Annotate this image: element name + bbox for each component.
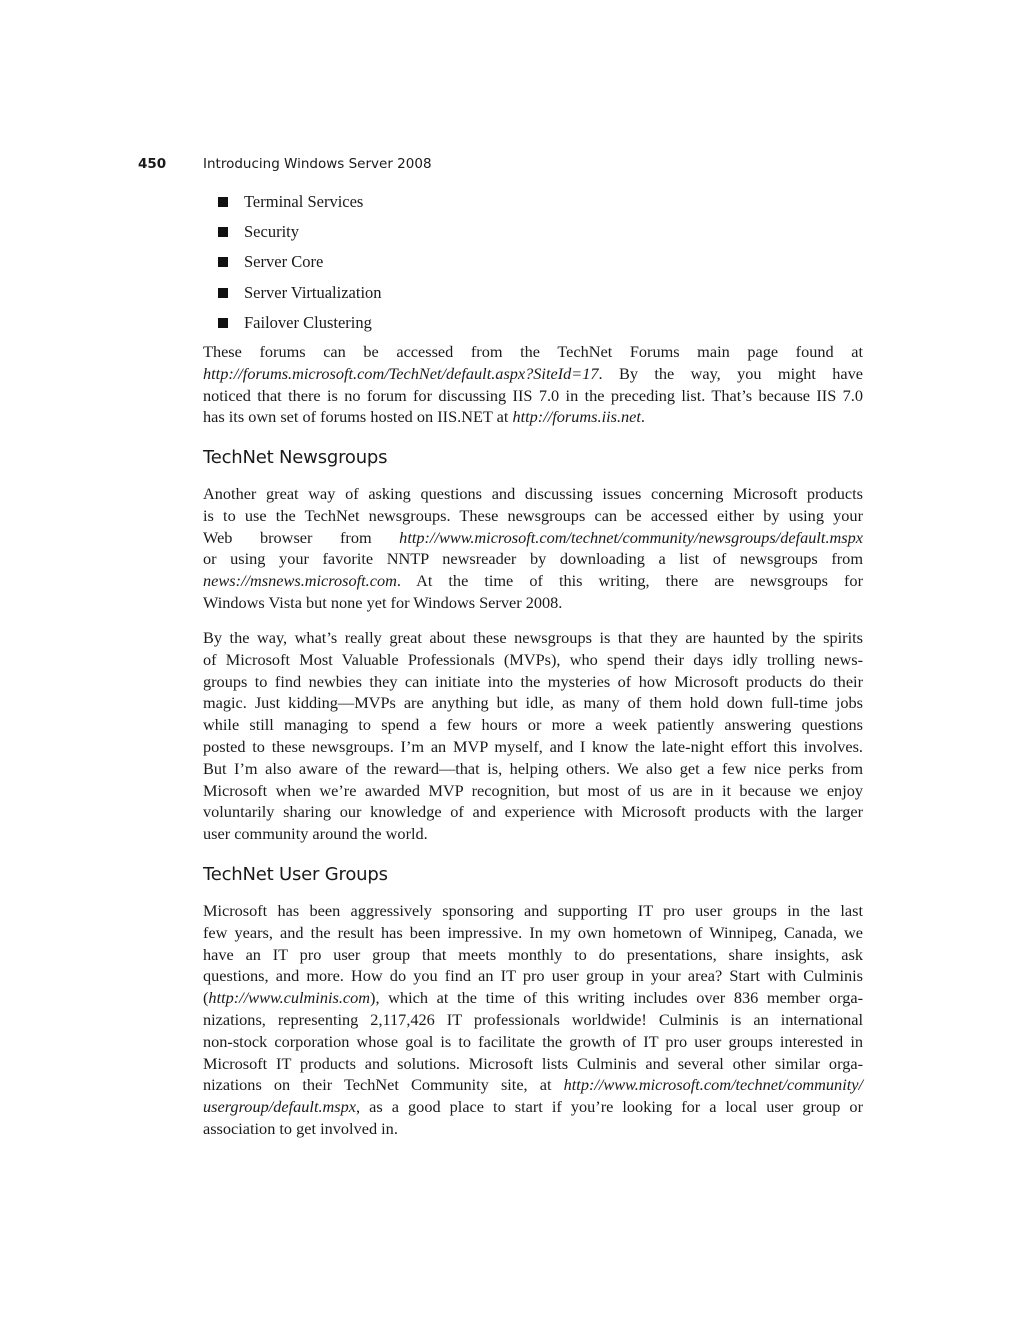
text-line xyxy=(203,801,863,823)
body-text: Microsoft has been aggressively sponsoring and supporting IT pro user groups in the last xyxy=(203,901,863,920)
body-text: These forums can be accessed from the TechNet Forums main page found at xyxy=(203,342,863,361)
body-text: But I’m also aware of the reward—that is, helping others. We also get a few nice perks from xyxy=(203,758,863,778)
text-line xyxy=(203,627,863,649)
text-line xyxy=(203,548,863,570)
body-text: Another great way of asking questions and discussing issues concerning Microsoft products xyxy=(203,484,863,503)
text-line xyxy=(203,758,863,780)
section-heading-newsgroups: TechNet Newsgroups xyxy=(203,447,388,468)
page-number: 450 xyxy=(138,156,167,172)
text-line xyxy=(203,385,863,407)
body-text: groups to find newbies they can initiate into the mysteries of how Microsoft products do their xyxy=(203,671,863,691)
body-text: has its own set of forums hosted on IIS.NET at xyxy=(203,407,513,427)
body-text: noticed that there is no forum for discussing IIS 7.0 in the preceding list. That’s because IIS 7.0 xyxy=(203,385,863,405)
text-line xyxy=(203,823,863,845)
list-item-text: Server Core xyxy=(244,252,324,272)
forums-paragraph xyxy=(203,341,863,428)
text-line xyxy=(203,780,863,802)
text-line xyxy=(203,406,863,428)
body-text: nizations on their TechNet Community site, at xyxy=(203,1075,564,1095)
text-line xyxy=(203,736,863,758)
text-line xyxy=(203,363,863,385)
text-line xyxy=(203,527,863,549)
body-text: user community around the world. xyxy=(203,824,428,844)
body-text: Microsoft IT products and solutions. Microsoft lists Culminis and several other similar orga- xyxy=(203,1053,863,1073)
url-text: http://forums.iis.net xyxy=(512,407,641,427)
body-text: association to get involved in. xyxy=(203,1118,398,1138)
body-text: Web browser from xyxy=(203,527,400,547)
url-text: usergroup/default.mspx xyxy=(203,1097,357,1117)
body-text: ( xyxy=(203,988,209,1008)
text-line xyxy=(203,1053,863,1075)
square-bullet-icon xyxy=(218,197,228,207)
text-line xyxy=(203,1031,863,1053)
square-bullet-icon xyxy=(218,227,228,237)
body-text: nizations, representing 2,117,426 IT professionals worldwide! Culminis is an international xyxy=(203,1009,863,1029)
text-line xyxy=(203,1074,863,1096)
body-text: By the way, what’s really great about these newsgroups is that they are haunted by the spirits xyxy=(203,628,863,647)
url-text: news://msnews.microsoft.com xyxy=(203,571,397,591)
square-bullet-icon xyxy=(218,257,228,267)
text-line xyxy=(203,714,863,736)
text-line xyxy=(203,1118,863,1140)
body-text: is to use the TechNet newsgroups. These newsgroups can be accessed either by using your xyxy=(203,505,863,525)
newsgroups-intro-paragraph xyxy=(203,483,863,614)
section-heading-user-groups: TechNet User Groups xyxy=(203,864,388,885)
body-text: magic. Just kidding—MVPs are anything but idle, as many of them hold down full-time jobs xyxy=(203,693,863,713)
text-line xyxy=(203,692,863,714)
body-text: of Microsoft Most Valuable Professionals (MVPs), who spend their days idly trolling news- xyxy=(203,649,863,669)
text-line xyxy=(203,483,863,505)
text-line xyxy=(203,944,863,966)
body-text: few years, and the result has been impressive. In my own hometown of Winnipeg, Canada, we xyxy=(203,922,863,942)
list-item-text: Terminal Services xyxy=(244,192,364,211)
body-text: , as a good place to start if you’re looking for a local user group or xyxy=(356,1097,863,1117)
text-line xyxy=(203,570,863,592)
text-line xyxy=(203,987,863,1009)
body-text: posted to these newsgroups. I’m an MVP myself, and I know the late-night effort this involves. xyxy=(203,736,863,756)
body-text: have an IT pro user group that meets monthly to do presentations, share insights, ask xyxy=(203,944,863,964)
text-line xyxy=(203,505,863,527)
url-text: http://www.culminis.com xyxy=(208,988,371,1008)
url-text: http://www.microsoft.com/technet/community/newsgroups/default.mspx xyxy=(399,527,863,547)
body-text: . At the time of this writing, there are newsgroups for xyxy=(396,571,863,591)
text-line xyxy=(203,965,863,987)
body-text: or using your favorite NNTP newsreader by downloading a list of newsgroups from xyxy=(203,549,863,569)
list-item-text: Security xyxy=(244,222,299,242)
square-bullet-icon xyxy=(218,318,228,328)
text-line xyxy=(203,592,863,614)
body-text: Windows Vista but none yet for Windows Server 2008. xyxy=(203,592,563,612)
text-line xyxy=(203,341,863,363)
text-line xyxy=(203,900,863,922)
body-text: . xyxy=(640,407,645,427)
body-text: non-stock corporation whose goal is to facilitate the growth of IT pro user groups interested in xyxy=(203,1031,863,1051)
user-groups-paragraph xyxy=(203,900,863,1140)
list-item-text: Failover Clustering xyxy=(244,312,372,332)
body-text: while still managing to spend a few hours or more a week patiently answering questions xyxy=(203,715,863,735)
body-text: ), which at the time of this writing includes over 836 member orga- xyxy=(370,988,863,1008)
url-text: http://forums.microsoft.com/TechNet/default.aspx?SiteId=17 xyxy=(203,363,599,383)
body-text: voluntarily sharing our knowledge of and experience with Microsoft products with the larger xyxy=(203,802,863,822)
text-line xyxy=(203,671,863,693)
body-text: Microsoft when we’re awarded MVP recognition, but most of us are in it because we enjoy xyxy=(203,780,863,800)
body-text: questions, and more. How do you find an IT pro user group in your area? Start with Culminis xyxy=(203,966,863,986)
running-title: Introducing Windows Server 2008 xyxy=(203,156,432,172)
text-line xyxy=(203,922,863,944)
text-line xyxy=(203,1009,863,1031)
text-line xyxy=(203,649,863,671)
url-text: http://www.microsoft.com/technet/community/ xyxy=(563,1075,863,1095)
mvps-paragraph xyxy=(203,627,863,845)
list-item-text: Server Virtualization xyxy=(244,282,382,302)
text-line xyxy=(203,1096,863,1118)
body-text: . By the way, you might have xyxy=(598,363,863,383)
square-bullet-icon xyxy=(218,288,228,298)
